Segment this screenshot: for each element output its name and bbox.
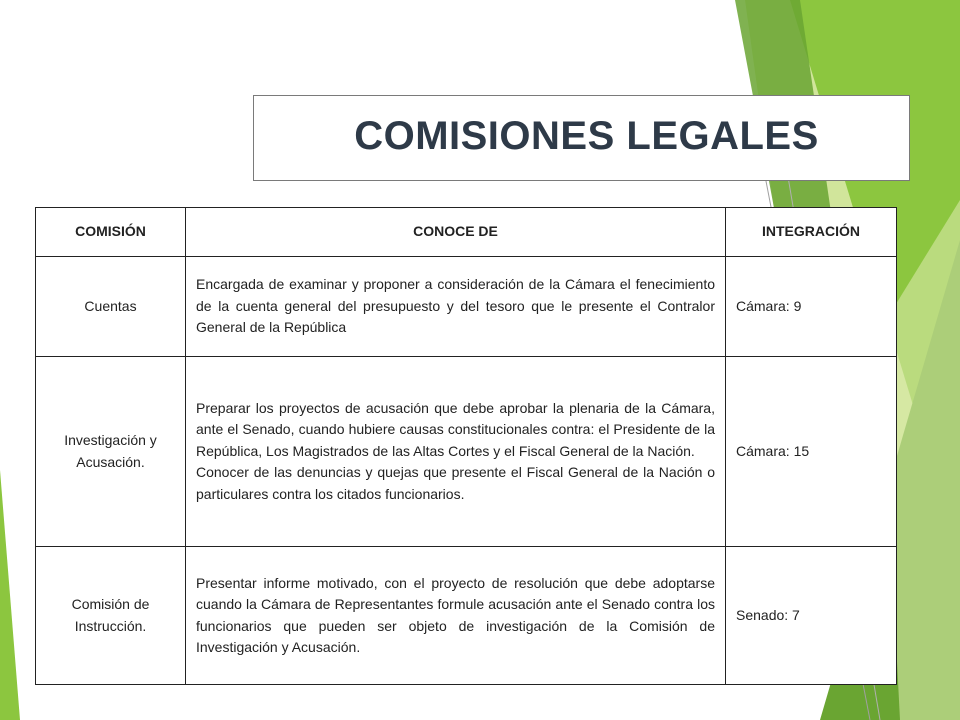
cell-integracion: Cámara: 15 — [726, 357, 897, 547]
header-integracion: INTEGRACIÓN — [726, 208, 897, 257]
cell-comision: Cuentas — [36, 257, 186, 357]
table-row — [36, 357, 897, 547]
table-header-row — [36, 208, 897, 257]
header-comision: COMISIÓN — [36, 208, 186, 257]
table-row — [36, 257, 897, 357]
table-row — [36, 547, 897, 685]
header-conoce-de: CONOCE DE — [186, 208, 726, 257]
description-paragraph: Encargada de examinar y proponer a consideración de la Cámara el fenecimiento de la cuenta general del presupuesto y del tesoro que le presente el Contralor General de la República — [196, 276, 715, 336]
description-paragraph: Preparar los proyectos de acusación que debe aprobar la plenaria de la Cámara, ante el Senado, cuando hubiere causas constitucionales contra: el Presidente de la República, Los Magistrados de las Altas Cortes y el Fiscal General de la Nación. — [196, 399, 715, 459]
cell-integracion: Senado: 7 — [726, 547, 897, 685]
description-paragraph: Presentar informe motivado, con el proyecto de resolución que debe adoptarse cuando la Cámara de Representantes formule acusación ante el Senado contra los funcionarios que pueden ser objeto de investigación de la Comisión de Investigación y Acusación. — [196, 574, 715, 655]
left-green-stripe — [0, 470, 20, 720]
commissions-table — [35, 207, 897, 685]
description-paragraph: Conocer de las denuncias y quejas que presente el Fiscal General de la Nación o particulares contra los citados funcionarios. — [196, 464, 715, 502]
cell-conoce-de — [186, 547, 726, 685]
cell-integracion: Cámara: 9 — [726, 257, 897, 357]
cell-conoce-de — [186, 257, 726, 357]
cell-comision: Comisión de Instrucción. — [36, 547, 186, 685]
page-title: COMISIONES LEGALES — [354, 114, 819, 158]
cell-conoce-de — [186, 357, 726, 547]
cell-comision: Investigación y Acusación. — [36, 357, 186, 547]
title-box — [253, 95, 910, 181]
